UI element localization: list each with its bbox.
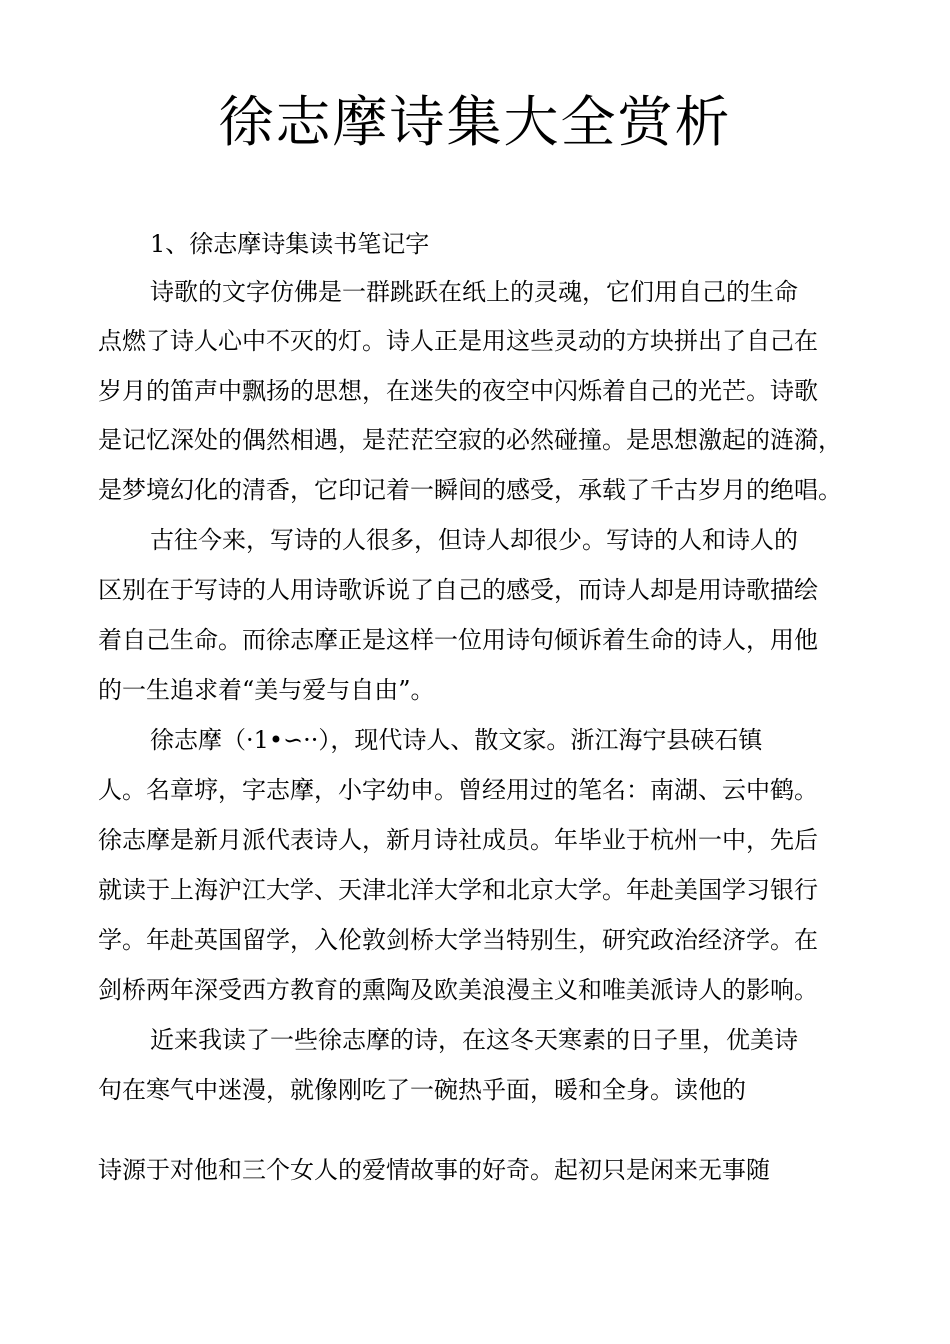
paragraph-line: 近来我读了一些徐志摩的诗，在这冬天寒素的日子里，优美诗 bbox=[150, 1026, 798, 1054]
paragraph-line: 古往今来，写诗的人很多，但诗人却很少。写诗的人和诗人的 bbox=[150, 526, 798, 554]
section-heading: 1、徐志摩诗集读书笔记字 bbox=[150, 230, 430, 258]
paragraph-line: 是梦境幻化的清香，它印记着一瞬间的感受，承载了千古岁月的绝唱。 bbox=[98, 476, 842, 504]
paragraph-line: 点燃了诗人心中不灭的灯。诗人正是用这些灵动的方块拼出了自己在 bbox=[98, 327, 818, 355]
paragraph-line: 徐志摩（·1•∽··），现代诗人、散文家。浙江海宁县硖石镇 bbox=[150, 726, 763, 754]
paragraph-line: 学。年赴英国留学，入伦敦剑桥大学当特别生，研究政治经济学。在 bbox=[98, 926, 818, 954]
paragraph-line: 诗源于对他和三个女人的爱情故事的好奇。起初只是闲来无事随 bbox=[98, 1156, 770, 1184]
paragraph-line: 的一生追求着“美与爱与自由”。 bbox=[98, 676, 435, 704]
paragraph-line: 人。名章垿，字志摩，小字幼申。曾经用过的笔名：南湖、云中鹤。 bbox=[98, 776, 818, 804]
paragraph-line: 徐志摩是新月派代表诗人，新月诗社成员。年毕业于杭州一中，先后 bbox=[98, 826, 818, 854]
paragraph-line: 剑桥两年深受西方教育的熏陶及欧美浪漫主义和唯美派诗人的影响。 bbox=[98, 976, 818, 1004]
paragraph-line: 岁月的笛声中飘扬的思想，在迷失的夜空中闪烁着自己的光芒。诗歌 bbox=[98, 377, 818, 405]
page-title: 徐志摩诗集大全赏析 bbox=[218, 90, 732, 154]
paragraph-line: 诗歌的文字仿佛是一群跳跃在纸上的灵魂，它们用自己的生命 bbox=[150, 278, 798, 306]
paragraph-line: 就读于上海沪江大学、天津北洋大学和北京大学。年赴美国学习银行 bbox=[98, 876, 818, 904]
paragraph-line: 句在寒气中迷漫，就像刚吃了一碗热乎面，暖和全身。读他的 bbox=[98, 1076, 746, 1104]
paragraph-line: 是记忆深处的偶然相遇，是茫茫空寂的必然碰撞。是思想激起的涟漪， bbox=[98, 426, 842, 454]
paragraph-line: 区别在于写诗的人用诗歌诉说了自己的感受，而诗人却是用诗歌描绘 bbox=[98, 576, 818, 604]
paragraph-line: 着自己生命。而徐志摩正是这样一位用诗句倾诉着生命的诗人，用他 bbox=[98, 626, 818, 654]
